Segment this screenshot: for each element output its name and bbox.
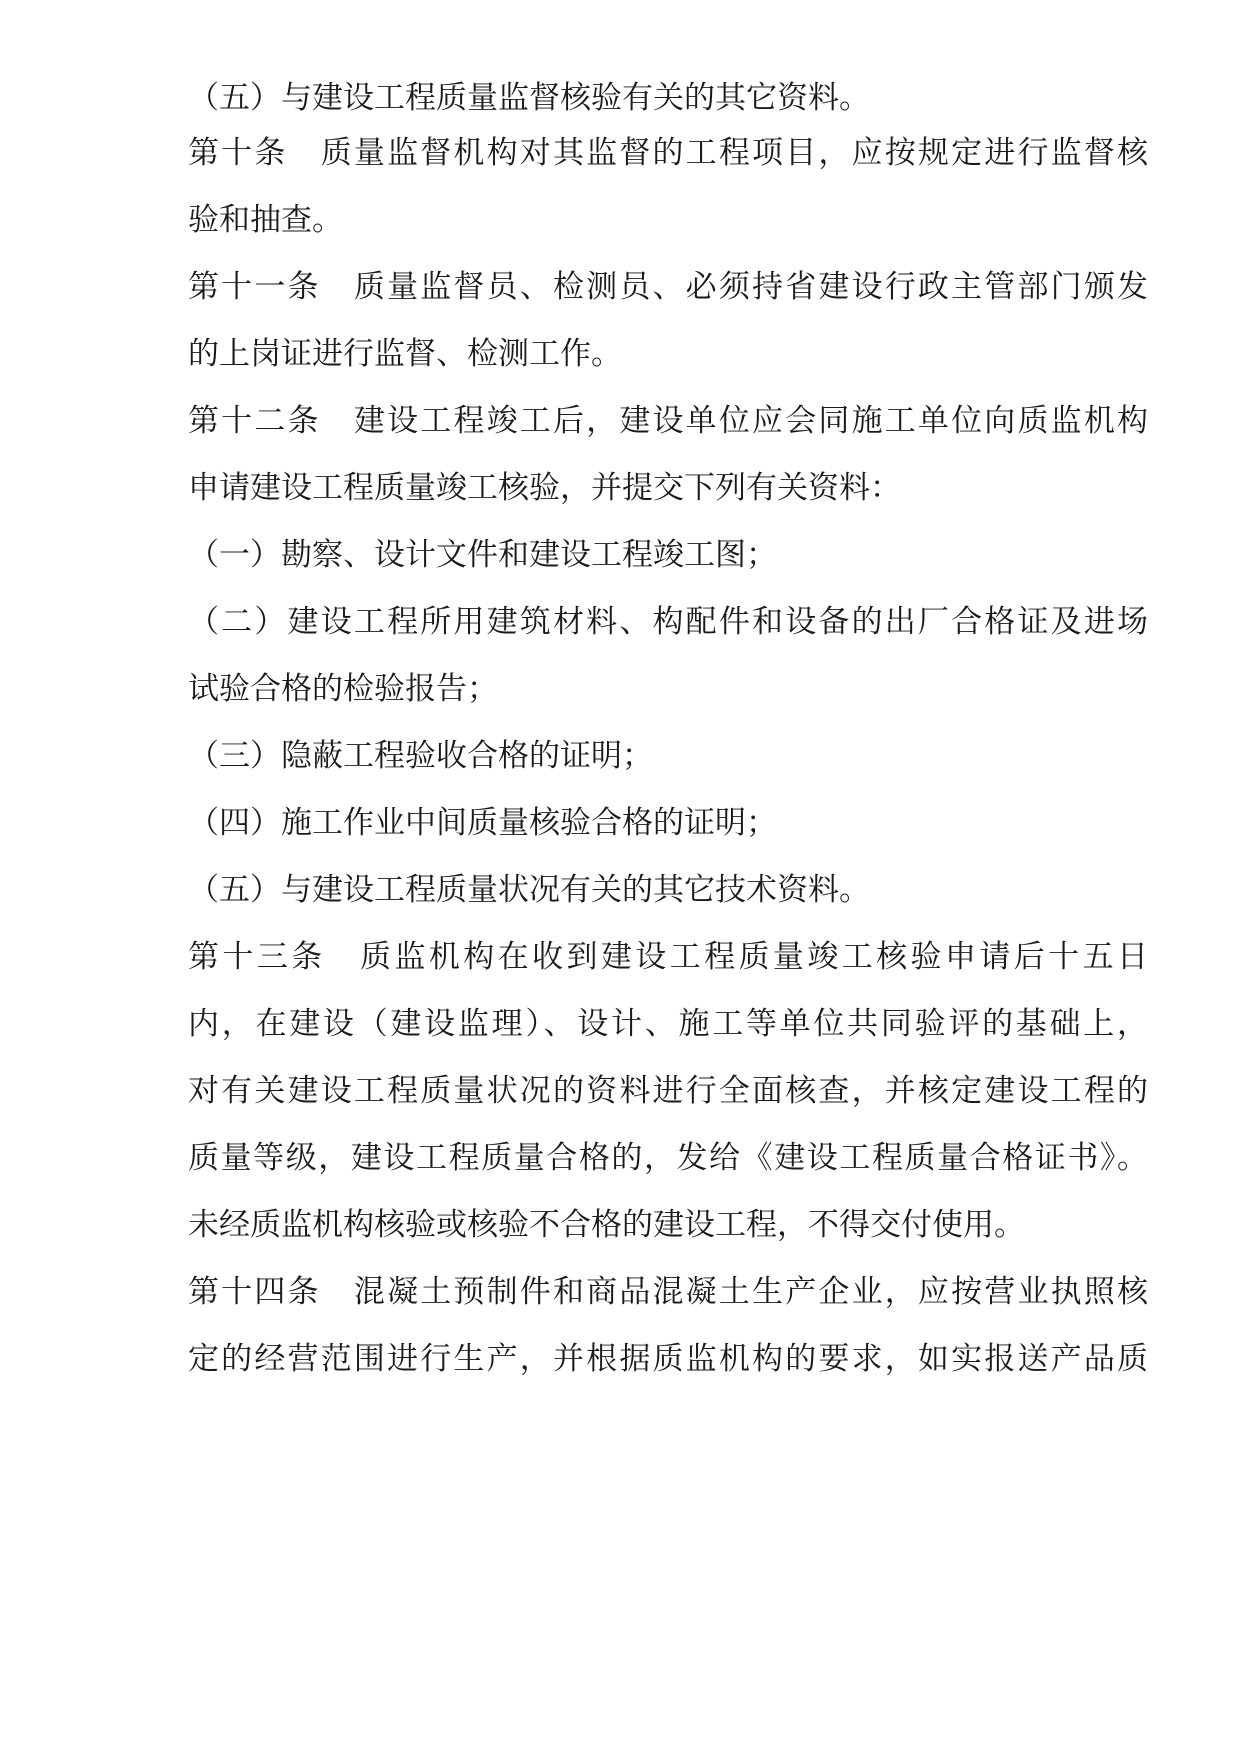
text-line: （四）施工作业中间质量核验合格的证明；	[188, 805, 777, 841]
text-line: 对有关建设工程质量状况的资料进行全面核查，并核定建设工程的	[188, 1073, 1148, 1109]
text-line: 第十一条 质量监督员、检测员、必须持省建设行政主管部门颁发	[188, 269, 1148, 305]
text-line: 申请建设工程质量竣工核验，并提交下列有关资料：	[188, 470, 901, 506]
text-line: 质量等级，建设工程质量合格的，发给《建设工程质量合格证书》。	[188, 1140, 1148, 1176]
text-line: （二）建设工程所用建筑材料、构配件和设备的出厂合格证及进场	[188, 604, 1148, 640]
text-line: 第十二条 建设工程竣工后，建设单位应会同施工单位向质监机构	[188, 403, 1148, 439]
text-line: 定的经营范围进行生产，并根据质监机构的要求，如实报送产品质	[188, 1341, 1148, 1377]
text-line: （一）勘察、设计文件和建设工程竣工图；	[188, 537, 777, 573]
text-line: （五）与建设工程质量状况有关的其它技术资料。	[188, 872, 870, 908]
text-line: 试验合格的检验报告；	[188, 671, 498, 707]
text-line: 内，在建设（建设监理）、设计、施工等单位共同验评的基础上，	[188, 1006, 1148, 1042]
text-line: 未经质监机构核验或核验不合格的建设工程，不得交付使用。	[188, 1207, 1025, 1243]
text-line: 第十三条 质监机构在收到建设工程质量竣工核验申请后十五日	[188, 939, 1148, 975]
text-line: 第十四条 混凝土预制件和商品混凝土生产企业，应按营业执照核	[188, 1274, 1148, 1310]
text-line: 的上岗证进行监督、检测工作。	[188, 336, 622, 372]
text-line: （五）与建设工程质量监督核验有关的其它资料。	[188, 80, 870, 116]
text-line: 验和抽查。	[188, 202, 343, 238]
text-line: 第十条 质量监督机构对其监督的工程项目，应按规定进行监督核	[188, 135, 1148, 171]
text-line: （三）隐蔽工程验收合格的证明；	[188, 738, 653, 774]
